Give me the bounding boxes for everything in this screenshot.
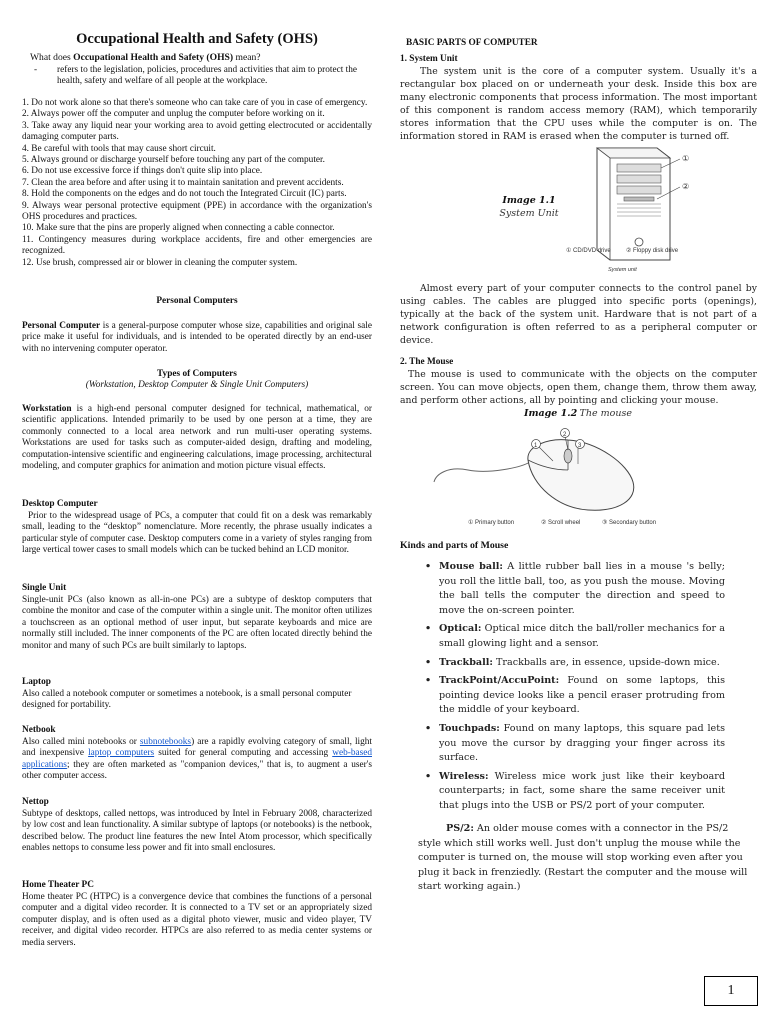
mouse-kind-text: Found on many laptops, this square pad lets you move the cursor by dragging your finger across its surface. — [439, 722, 725, 764]
mouse-kind-item — [425, 674, 725, 718]
mouse-kind-text: A little rubber ball lies in a mouse 's belly; you roll the little ball, too, as you push the mouse. Moving the ball tells the computer the direction and speed to move the on-screen pointer. — [439, 561, 725, 616]
safety-rule: 10. Make sure that the pins are properly aligned when connecting a cable connector. — [22, 223, 335, 234]
mouse-kind-name: TrackPoint/AccuPoint: — [439, 675, 560, 687]
laptop-paragraph: Also called a notebook computer or sometimes a notebook, is a small personal computer designed for portability. — [22, 689, 352, 711]
netbook-paragraph: Also called mini notebooks or subnotebooks) are a rapidly evolving category of small, light and inexpensive laptop computers suited for general computing and accessing web-based applications; they are often marketed as "companion devices," that is, to augment a user's other computer access. — [22, 737, 372, 782]
mouse-callout-1: 1 — [534, 443, 538, 449]
cables-paragraph: Almost every part of your computer connects to the control panel by using cables. The cables are plugged into specific ports (openings), typically at the back of the system unit. Hardware that is not part of a network configuration is often referred to as a peripheral computer or device. — [400, 283, 757, 346]
mouse-kind-name: Wireless: — [439, 770, 489, 782]
mouse-kind-text: Optical mice ditch the ball/roller mechanics for a small glowing light and a sensor. — [439, 623, 725, 649]
image1-legend-1: ① CD/DVD drive — [566, 248, 611, 254]
page-title: Occupational Health and Safety (OHS) — [76, 31, 318, 47]
mouse-legend-3: ③ Secondary button — [602, 520, 657, 526]
nettop-paragraph: Subtype of desktops, called nettops, was introduced by Intel in February 2008, characterized by low cost and lean functionality. A similar subtype of laptops (or notebooks) is the netbook, described below. The product line features the new Intel Atom processor, which specifically enables nettops to consume less power and fit into small enclosures. — [22, 809, 372, 854]
basic-parts-heading: BASIC PARTS OF COMPUTER — [406, 38, 538, 48]
mouse-kind-item — [425, 722, 725, 766]
single-unit-paragraph: Single-unit PCs (also known as all-in-one PCs) are a subtype of desktop computers that combine the monitor and case of the computer within a single unit. The monitor often utilizes a touchscreen as an optional method of user input, but separate keyboards and mice are normally still included. The inner components of the PC are often located directly behind the monitor and many of such PCs are built similarly to laptops. — [22, 595, 372, 651]
nettop-heading: Nettop — [22, 797, 49, 807]
ohs-definition: - refers to the legislation, policies, procedures and activities that aim to protect the health, safety and welfare of all people at the workplace. — [34, 65, 357, 87]
mouse-illustration — [428, 426, 668, 516]
mouse-kind-name: Optical: — [439, 623, 482, 635]
mouse-heading: 2. The Mouse — [400, 357, 454, 367]
bullet-icon: • — [425, 722, 432, 734]
image1-legend-2: ② Floppy disk drive — [626, 248, 679, 254]
mouse-kind-text: Wireless mice work just like their keyboard counterparts; in fact, some share the same receiver unit that plugs into the USB or PS/2 port of your computer. — [439, 770, 725, 811]
workstation-paragraph: Workstation is a high-end personal computer designed for technical, mathematical, or scientific applications. Intended primarily to be used by one person at a time, they are commonly connected to a local area network and run multi-user operating systems. Workstations are used for tasks such as computer-aided design, drafting and modeling, computation-intensive scientific and engineering calculations, image processing, architectural modeling, and computer graphics for animation and motion picture visual effects. — [22, 404, 372, 472]
mouse-kind-item — [425, 622, 725, 651]
mouse-callout-3: 3 — [578, 443, 582, 449]
callout-2: ② — [682, 182, 690, 191]
mouse-kind-name: Trackball: — [439, 656, 493, 668]
types-subheading: (Workstation, Desktop Computer & Single Unit Computers) — [85, 380, 309, 390]
bullet-icon: • — [425, 675, 432, 687]
image-1-2-caption: Image 1.2 The mouse — [524, 408, 632, 419]
mouse-paragraph: The mouse is used to communicate with the objects on the computer screen. You can move objects, open them, change them, throw them away, and perform other actions, all by pointing and clicking your mouse. — [400, 369, 757, 406]
mouse-kind-item — [425, 770, 725, 814]
safety-rule: 4. Be careful with tools that may cause short circuit. — [22, 143, 216, 154]
bullet-icon: • — [425, 561, 432, 572]
mouse-kind-item — [425, 656, 725, 671]
page-number-box — [704, 976, 758, 1006]
htpc-paragraph: Home theater PC (HTPC) is a convergence device that combines the functions of a personal computer and a digital video recorder. It is connected to a TV set or an appropriately sized computer display, and is often used as a digital photo viewer, music and video player, TV receiver, and digital video recorder. HTPCs are also referred to as media center systems or media servers. — [22, 892, 372, 948]
safety-rule: 1. Do not work alone so that there's someone who can take care of you in case of emergency. — [22, 98, 368, 108]
htpc-heading: Home Theater PC — [22, 880, 94, 890]
mouse-legend-1: ① Primary button — [468, 520, 515, 526]
safety-rule: 2. Always power off the computer and unplug the computer before working on it. — [22, 109, 325, 120]
image1-caption-small: System unit — [608, 267, 637, 273]
mouse-kind-name: Mouse ball: — [439, 561, 503, 572]
single-unit-heading: Single Unit — [22, 583, 67, 593]
ohs-question: What does Occupational Health and Safety (OHS) mean? — [30, 52, 261, 63]
subnotebooks-link[interactable]: subnotebooks — [139, 737, 192, 747]
page-number: 1 — [727, 983, 735, 998]
safety-rule: 8. Hold the components on the edges and do not touch the Integrated Circuit (IC) parts. — [22, 189, 347, 200]
mouse-kind-text: Found on some laptops, this pointing device looks like a pencil eraser protruding from the middle of your keyboard. — [439, 675, 725, 716]
mouse-kind-item — [425, 560, 725, 618]
safety-rule: 12. Use brush, compressed air or blower in cleaning the computer system. — [22, 257, 298, 268]
bullet-icon: • — [425, 656, 432, 668]
safety-rule: 5. Always ground or discharge yourself before touching any part of the computer. — [22, 155, 325, 166]
personal-computer-paragraph: Personal Computer is a general-purpose computer whose size, capabilities and original sale price make it useful for individuals, and is intended to be operated directly by an end-user with no intervening computer operator. — [22, 321, 372, 354]
kinds-heading: Kinds and parts of Mouse — [400, 540, 509, 551]
image-1-1-caption: Image 1.1 System Unit — [499, 195, 559, 219]
laptop-computers-link[interactable]: laptop computers — [88, 748, 155, 759]
desktop-paragraph: Prior to the widespread usage of PCs, a computer that could fit on a desk was remarkably small, leading to the “desktop” nomenclature. More recently, the phrase usually indicates a particular style of computer case. Desktop computers come in a variety of styles ranging from large vertical tower cases to small models which can be tucked behind an LCD monitor. — [22, 511, 372, 556]
safety-rule: 9. Always wear personal protective equipment (PPE) in accordance with the organization's OHS procedures and practices. — [22, 200, 372, 223]
mouse-callout-2: 2 — [563, 432, 567, 438]
ps2-paragraph: PS/2: An older mouse comes with a connector in the PS/2 style which still works well. Just don't unplug the mouse while the computer is turned on, the mouse will stop working even after you plug it back in frenziedly. (Restart the computer and the mouse will start working again.) — [418, 823, 748, 893]
types-heading: Types of Computers — [157, 369, 237, 379]
safety-rule: 11. Contingency measures during workplace accidents, fire and other emergencies are recognized. — [22, 234, 372, 257]
safety-rule: 6. Do not use excessive force if things don't quite slip into place. — [22, 166, 263, 177]
desktop-heading: Desktop Computer — [22, 499, 98, 509]
web-based-applications-link[interactable]: web-based applications — [22, 748, 372, 770]
callout-1: ① — [682, 154, 690, 163]
safety-rule: 7. Clean the area before and after using it to maintain sanitation and prevent accidents. — [22, 177, 344, 188]
system-unit-heading: 1. System Unit — [400, 54, 458, 64]
mouse-kind-text: Trackballs are, in essence, upside-down mice. — [492, 656, 720, 668]
system-unit-paragraph: The system unit is the core of a computer system. Usually it's a rectangular box placed on or underneath your desk. Inside this box are many electronic components that process information. The most important of this component is random access memory (RAM), which temporarily stores information that the CPU uses while the computer is on. The information stored in RAM is erased when the computer is turned off. — [400, 66, 757, 142]
mouse-legend-2: ② Scroll wheel — [541, 520, 581, 526]
netbook-heading: Netbook — [22, 725, 56, 735]
personal-computers-heading: Personal Computers — [156, 296, 238, 306]
bullet-icon: • — [425, 770, 432, 782]
mouse-kind-name: Touchpads: — [439, 722, 500, 734]
laptop-heading: Laptop — [22, 677, 51, 687]
safety-rules-list — [22, 98, 372, 269]
bullet-icon: • — [425, 623, 432, 635]
safety-rule: 3. Take away any liquid near your working area to avoid getting electrocuted or accidentally damaging computer parts. — [22, 120, 372, 143]
mouse-kinds-list — [425, 560, 725, 818]
